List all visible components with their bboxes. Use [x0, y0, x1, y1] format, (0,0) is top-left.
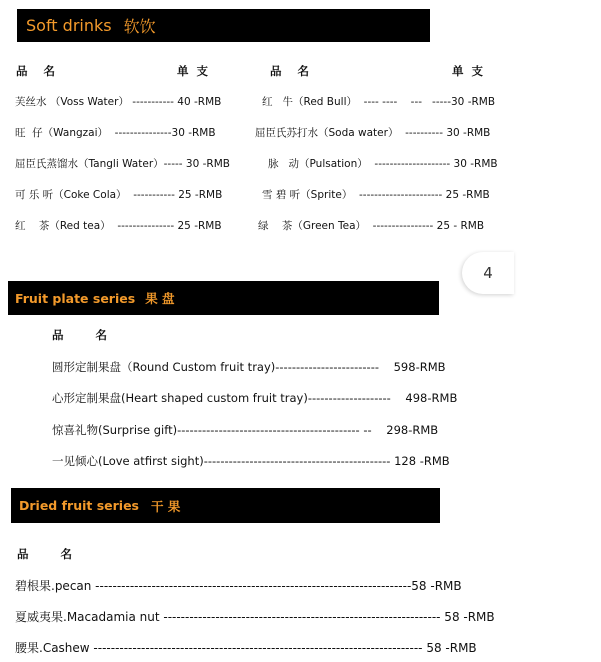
fruit-plate-header [8, 281, 439, 315]
soft-drinks-title-en: Soft drinks [26, 16, 112, 35]
fruit-plate-item: 心形定制果盘(Heart shaped custom fruit tray)-------------------- 498-RMB [52, 391, 458, 405]
fruit-plate-name-header: 品 名 [52, 328, 108, 342]
dried-fruit-item: 碧根果.pecan -------------------------------------------------------------------------58 -RMB [15, 579, 462, 593]
soft-drink-item: 芙丝水 （Voss Water） ----------- 40 -RMB [15, 96, 222, 108]
dried-fruit-name-header: 品 名 [17, 547, 73, 561]
dried-fruit-title-en: Dried fruit series [19, 498, 140, 513]
soft-drink-item: 绿 茶（Green Tea） ---------------- 25 - RMB [258, 220, 485, 232]
soft-drink-item: 屈臣氏苏打水（Soda water） ---------- 30 -RMB [255, 127, 491, 139]
dried-fruit-item: 腰果.Cashew ---------------------------------------------------------------------------- 58 -RMB [15, 641, 477, 655]
soft-drink-item: 红 牛（Red Bull） ---- ---- --- -----30 -RMB [262, 96, 496, 108]
dried-fruit-title-cn: 干 果 [151, 498, 181, 514]
soft-drink-item: 旺 仔（Wangzai） ---------------30 -RMB [15, 127, 216, 139]
soft-drinks-name-header-left: 品 名 [16, 64, 56, 78]
soft-drinks-title-cn: 软饮 [123, 17, 156, 36]
soft-drinks-price-header-left: 单 支 [177, 64, 209, 78]
page-number: 4 [483, 264, 493, 282]
fruit-plate-title-cn: 果 盘 [145, 291, 175, 306]
fruit-plate-item: 一见倾心(Love atfirst sight)--------------------------------------------- 128 -RMB [52, 454, 450, 468]
soft-drinks-price-header-right: 单 支 [452, 64, 484, 78]
fruit-plate-item: 圆形定制果盘（Round Custom fruit tray)------------------------- 598-RMB [52, 360, 446, 374]
soft-drinks-name-header-right: 品 名 [270, 64, 310, 78]
fruit-plate-item: 惊喜礼物(Surprise gift)-------------------------------------------- -- 298-RMB [52, 423, 439, 437]
soft-drink-item: 红 茶（Red tea） --------------- 25 -RMB [15, 220, 222, 232]
soft-drink-item: 雪 碧 听（Sprite） ---------------------- 25 -RMB [262, 189, 490, 201]
fruit-plate-title-en: Fruit plate series [15, 290, 136, 306]
soft-drink-item: 屈臣氏蒸馏水（Tangli Water）----- 30 -RMB [15, 158, 230, 170]
dried-fruit-header [11, 488, 440, 523]
soft-drinks-header [17, 9, 430, 42]
soft-drink-item: 可 乐 听（Coke Cola） ----------- 25 -RMB [15, 189, 223, 201]
dried-fruit-item: 夏威夷果.Macadamia nut ---------------------------------------------------------------- 58 -RMB [15, 610, 495, 624]
soft-drink-item: 脉 动（Pulsation） -------------------- 30 -RMB [268, 158, 498, 170]
page-number-badge [462, 252, 514, 294]
